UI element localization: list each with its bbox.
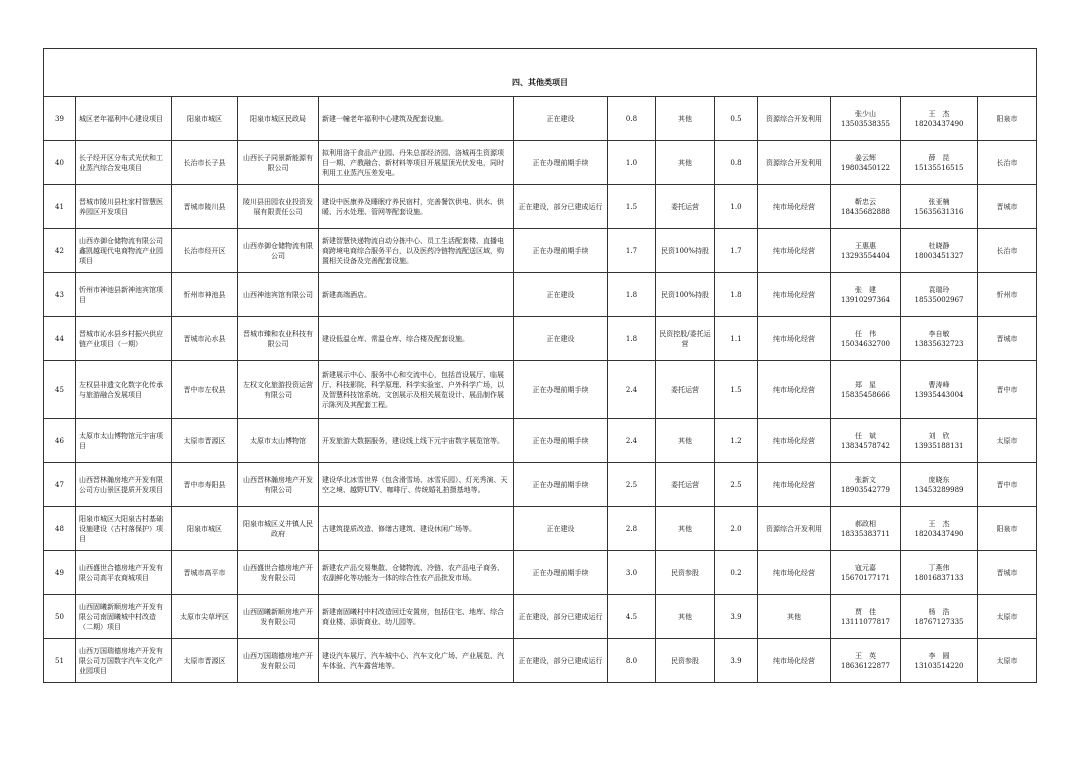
table-row	[44, 141, 1037, 185]
contact-name: 薛 昆	[928, 153, 950, 162]
city-contact	[901, 463, 978, 507]
private-investment: 1.2	[715, 419, 758, 463]
project-owner: 山西盛世合德房地产开发有限公司	[238, 551, 319, 595]
project-owner: 左权文化旅游投资运营有限公司	[238, 361, 319, 419]
project-content: 新建南固曦村中村改造回迁安置房，包括住宅、地库、综合商业楼、添街商业、幼儿园等。	[319, 595, 514, 639]
contact-phone: 18203437490	[914, 119, 964, 128]
contact-phone: 18435682888	[841, 207, 890, 216]
project-content: 新建高端酒店。	[319, 273, 514, 317]
table-row	[44, 361, 1037, 419]
project-content: 建设中医康养及睡眠疗养民宿村，完善餐饮供电、供水、供暖、污水处理、管网等配套设施。	[319, 185, 514, 229]
contact-phone: 13935443004	[914, 390, 964, 399]
project-owner: 陵川县田园农业投资发展有限责任公司	[238, 185, 319, 229]
cooperation-mode: 其他	[656, 141, 715, 185]
contact-name: 靳忠云	[855, 197, 876, 206]
city-name: 忻州市	[978, 273, 1037, 317]
contact-name: 曹涛峰	[928, 380, 950, 389]
project-type: 资源综合开发利用	[758, 97, 831, 141]
project-location: 太原市晋源区	[172, 639, 238, 683]
row-number: 47	[44, 463, 76, 507]
owner-contact	[831, 639, 901, 683]
project-location: 阳泉市城区	[172, 97, 238, 141]
project-name: 忻州市神池县新神池宾馆项目	[76, 273, 172, 317]
project-name: 晋城市陵川县杜家村智慧医养园区开发项目	[76, 185, 172, 229]
project-progress: 正在建设	[514, 273, 608, 317]
city-name: 晋中市	[978, 361, 1037, 419]
city-name: 晋城市	[978, 551, 1037, 595]
private-investment: 1.7	[715, 229, 758, 273]
project-owner: 阳泉市城区民政局	[238, 97, 319, 141]
private-investment: 2.5	[715, 463, 758, 507]
project-type: 纯市场化经营	[758, 185, 831, 229]
project-name: 山西固曦新顺房地产开发有限公司南固曦城中村改造（二期）项目	[76, 595, 172, 639]
contact-phone: 13453289989	[914, 485, 964, 494]
contact-phone: 18903542779	[841, 485, 890, 494]
owner-contact	[831, 361, 901, 419]
project-name: 城区老年福利中心建设项目	[76, 97, 172, 141]
project-location: 长治市长子县	[172, 141, 238, 185]
contact-phone: 18335383711	[841, 529, 890, 538]
total-investment: 1.0	[608, 141, 656, 185]
contact-name: 王 杰	[928, 109, 950, 118]
project-location: 晋中市寿阳县	[172, 463, 238, 507]
project-progress: 正在办理前期手续	[514, 551, 608, 595]
contact-phone: 13834578742	[841, 441, 890, 450]
project-name: 左权县非遗文化数字化传承与旅游融合发展项目	[76, 361, 172, 419]
project-content: 古建筑提质改造、修缮古建筑、建设休闲广场等。	[319, 507, 514, 551]
project-owner: 晋城市臻和农业科技有限公司	[238, 317, 319, 361]
table-row	[44, 229, 1037, 273]
total-investment: 8.0	[608, 639, 656, 683]
contact-name: 庞晓东	[928, 475, 950, 484]
contact-name: 丁燕伟	[928, 563, 950, 572]
total-investment: 2.4	[608, 361, 656, 419]
private-investment: 0.2	[715, 551, 758, 595]
row-number: 40	[44, 141, 76, 185]
contact-phone: 15135516515	[914, 163, 964, 172]
project-table	[43, 48, 1037, 683]
project-owner: 阳泉市城区义井镇人民政府	[238, 507, 319, 551]
cooperation-mode: 其他	[656, 97, 715, 141]
private-investment: 1.0	[715, 185, 758, 229]
owner-contact	[831, 595, 901, 639]
cooperation-mode: 其他	[656, 419, 715, 463]
project-name: 太原市太山博物馆元宇宙项目	[76, 419, 172, 463]
private-investment: 3.9	[715, 639, 758, 683]
table-row	[44, 419, 1037, 463]
contact-phone: 18016837133	[914, 573, 964, 582]
project-progress: 正在建设	[514, 97, 608, 141]
total-investment: 2.8	[608, 507, 656, 551]
contact-name: 张亚楠	[928, 197, 950, 206]
city-name: 晋城市	[978, 317, 1037, 361]
contact-phone: 15034632700	[841, 339, 890, 348]
owner-contact	[831, 229, 901, 273]
contact-name: 杜晓静	[928, 241, 950, 250]
contact-phone: 18003451327	[914, 251, 964, 260]
table-row	[44, 317, 1037, 361]
city-contact	[901, 141, 978, 185]
contact-phone: 13111077817	[841, 617, 890, 626]
contact-name: 贾 佳	[855, 607, 876, 616]
project-location: 晋城市沁水县	[172, 317, 238, 361]
table-row	[44, 463, 1037, 507]
project-content: 开发旅游大数据服务，建设线上线下元宇宙数字展览馆等。	[319, 419, 514, 463]
project-progress: 正在建设，部分已建成运行	[514, 185, 608, 229]
row-number: 51	[44, 639, 76, 683]
contact-name: 袁瑞玲	[928, 285, 950, 294]
project-type: 资源综合开发利用	[758, 141, 831, 185]
city-contact	[901, 551, 978, 595]
cooperation-mode: 其他	[656, 507, 715, 551]
section-title: 四、其他类项目	[44, 67, 1037, 97]
contact-phone: 13835632723	[914, 339, 964, 348]
total-investment: 2.4	[608, 419, 656, 463]
contact-phone: 13910297364	[841, 295, 890, 304]
project-location: 太原市晋源区	[172, 419, 238, 463]
contact-phone: 18767127335	[914, 617, 964, 626]
project-type: 纯市场化经营	[758, 361, 831, 419]
table-row	[44, 595, 1037, 639]
project-location: 晋城市陵川县	[172, 185, 238, 229]
owner-contact	[831, 317, 901, 361]
total-investment: 1.7	[608, 229, 656, 273]
table-row	[44, 639, 1037, 683]
city-contact	[901, 419, 978, 463]
city-name: 晋中市	[978, 463, 1037, 507]
contact-name: 杨 浩	[928, 607, 950, 616]
city-contact	[901, 507, 978, 551]
table-row	[44, 551, 1037, 595]
contact-phone: 13503538355	[841, 119, 890, 128]
project-type: 纯市场化经营	[758, 463, 831, 507]
city-name: 长治市	[978, 141, 1037, 185]
contact-name: 郝政相	[855, 519, 876, 528]
cooperation-mode: 民资100%持股	[656, 229, 715, 273]
owner-contact	[831, 507, 901, 551]
project-type: 纯市场化经营	[758, 273, 831, 317]
project-type: 纯市场化经营	[758, 551, 831, 595]
cooperation-mode: 民资控股/委托运营	[656, 317, 715, 361]
contact-name: 寇元嘉	[855, 563, 876, 572]
private-investment: 0.8	[715, 141, 758, 185]
city-contact	[901, 361, 978, 419]
contact-name: 张新文	[855, 475, 876, 484]
total-investment: 4.5	[608, 595, 656, 639]
project-content: 新建展示中心、服务中心和交流中心，包括首设展厅、临展厅、科技影院、科学原理、科学实验室、户外科学广场，以及智慧科技馆系统、文创展示及相关展览设计、展品制作展示陈列及其配套工程。	[319, 361, 514, 419]
contact-phone: 18535002967	[914, 295, 964, 304]
contact-name: 李自敏	[928, 329, 950, 338]
cooperation-mode: 委托运营	[656, 185, 715, 229]
contact-name: 任 伟	[855, 329, 876, 338]
city-name: 太原市	[978, 419, 1037, 463]
contact-name: 任 斌	[855, 431, 876, 440]
cooperation-mode: 委托运营	[656, 463, 715, 507]
contact-name: 王 杰	[928, 519, 950, 528]
city-name: 太原市	[978, 595, 1037, 639]
project-owner: 山西神池宾馆有限公司	[238, 273, 319, 317]
project-progress: 正在办理前期手续	[514, 141, 608, 185]
total-investment: 1.8	[608, 273, 656, 317]
project-name: 山西晋林瀚房地产开发有限公司方山景区提质开发项目	[76, 463, 172, 507]
contact-name: 张少山	[855, 109, 876, 118]
project-name: 山西盛世合德房地产开发有限公司高平农商城项目	[76, 551, 172, 595]
city-contact	[901, 595, 978, 639]
project-progress: 正在办理前期手续	[514, 419, 608, 463]
cooperation-mode: 民资100%持股	[656, 273, 715, 317]
contact-name: 王惠惠	[855, 241, 876, 250]
contact-name: 李 圆	[928, 651, 950, 660]
project-progress: 正在办理前期手续	[514, 361, 608, 419]
project-content: 新建一幢老年福利中心建筑及配套设施。	[319, 97, 514, 141]
project-progress: 正在建设	[514, 317, 608, 361]
project-location: 忻州市神池县	[172, 273, 238, 317]
project-content: 新建农产品交易集散、仓储物流、冷链、农产品电子商务、农副鲜化等功能为一体的综合性农产品批发市场。	[319, 551, 514, 595]
contact-phone: 15635631316	[914, 207, 964, 216]
row-number: 43	[44, 273, 76, 317]
cooperation-mode: 其他	[656, 595, 715, 639]
total-investment: 0.8	[608, 97, 656, 141]
project-owner: 山西万国瑞德房地产开发有限公司	[238, 639, 319, 683]
city-contact	[901, 229, 978, 273]
row-number: 50	[44, 595, 76, 639]
project-type: 纯市场化经营	[758, 419, 831, 463]
contact-phone: 19803450122	[841, 163, 890, 172]
row-number: 41	[44, 185, 76, 229]
city-contact	[901, 97, 978, 141]
row-number: 45	[44, 361, 76, 419]
project-content: 建设汽车展厅、汽车城中心、汽车文化广场、产业展览、汽车体验、汽车露营地等。	[319, 639, 514, 683]
city-contact	[901, 273, 978, 317]
table-row	[44, 97, 1037, 141]
contact-phone: 15670177171	[841, 573, 890, 582]
city-name: 长治市	[978, 229, 1037, 273]
city-contact	[901, 639, 978, 683]
project-content: 新建智慧快递物流自动分拣中心、员工生活配套楼、直播电商跨境电商综合服务平台，以及医药冷链物流配送区域，购置相关设备及完善配套设施。	[319, 229, 514, 273]
project-progress: 正在办理前期手续	[514, 463, 608, 507]
project-progress: 正在建设，部分已建成运行	[514, 595, 608, 639]
cooperation-mode: 民资参股	[656, 639, 715, 683]
table-row	[44, 507, 1037, 551]
owner-contact	[831, 551, 901, 595]
total-investment: 1.8	[608, 317, 656, 361]
contact-phone: 13293554404	[841, 251, 890, 260]
project-type: 纯市场化经营	[758, 639, 831, 683]
private-investment: 2.0	[715, 507, 758, 551]
contact-phone: 15835458666	[841, 390, 890, 399]
project-name: 晋城市沁水县乡村振兴供应链产业项目（一期）	[76, 317, 172, 361]
project-type: 资源综合开发利用	[758, 507, 831, 551]
city-name: 晋城市	[978, 185, 1037, 229]
private-investment: 3.9	[715, 595, 758, 639]
project-content: 建设华北冰雪世界（包含滑雪场、冰雪乐园）、灯光秀演、天空之境、越野UTV、咖啡厅、传统婚礼拍摄基地等。	[319, 463, 514, 507]
project-type: 纯市场化经营	[758, 229, 831, 273]
contact-name: 姜云辉	[855, 153, 876, 162]
owner-contact	[831, 273, 901, 317]
project-table-sheet	[43, 48, 1036, 683]
contact-phone: 13103514220	[914, 661, 964, 670]
table-row	[44, 185, 1037, 229]
project-name: 长子经开区分布式光伏和工业蒸汽综合发电项目	[76, 141, 172, 185]
contact-phone: 13935188131	[914, 441, 964, 450]
contact-name: 郑 星	[855, 380, 876, 389]
contact-phone: 18636122877	[841, 661, 890, 670]
owner-contact	[831, 185, 901, 229]
project-content: 建设低温仓库、常温仓库、综合楼及配套设施。	[319, 317, 514, 361]
row-number: 46	[44, 419, 76, 463]
project-name: 山西赤御仓储物流有限公司鑫凯越现代电商物流产业园项目	[76, 229, 172, 273]
total-investment: 2.5	[608, 463, 656, 507]
city-name: 阳泉市	[978, 507, 1037, 551]
project-location: 晋中市左权县	[172, 361, 238, 419]
contact-phone: 18203437490	[914, 529, 964, 538]
row-number: 48	[44, 507, 76, 551]
city-contact	[901, 185, 978, 229]
private-investment: 1.8	[715, 273, 758, 317]
owner-contact	[831, 141, 901, 185]
project-owner: 山西长子同景新能源有限公司	[238, 141, 319, 185]
project-progress: 正在建设，部分已建成运行	[514, 639, 608, 683]
private-investment: 1.1	[715, 317, 758, 361]
project-location: 晋城市高平市	[172, 551, 238, 595]
private-investment: 0.5	[715, 97, 758, 141]
private-investment: 1.5	[715, 361, 758, 419]
project-owner: 山西固曦新顺房地产开发有限公司	[238, 595, 319, 639]
row-number: 44	[44, 317, 76, 361]
section-header-row	[44, 67, 1037, 97]
total-investment: 1.5	[608, 185, 656, 229]
city-name: 太原市	[978, 639, 1037, 683]
total-investment: 3.0	[608, 551, 656, 595]
project-owner: 山西晋林瀚房地产开发有限公司	[238, 463, 319, 507]
owner-contact	[831, 419, 901, 463]
contact-name: 张 建	[855, 285, 876, 294]
project-progress: 正在建设	[514, 507, 608, 551]
project-owner: 太原市太山博物馆	[238, 419, 319, 463]
row-number: 49	[44, 551, 76, 595]
project-location: 阳泉市城区	[172, 507, 238, 551]
contact-name: 王 英	[855, 651, 876, 660]
project-location: 长治市经开区	[172, 229, 238, 273]
city-contact	[901, 317, 978, 361]
contact-name: 刘 欣	[928, 431, 950, 440]
owner-contact	[831, 463, 901, 507]
project-name: 山西万国瑞德房地产开发有限公司万国数字汽车文化产业园项目	[76, 639, 172, 683]
project-name: 阳泉市城区大阳泉古村基础设施建设（古村落保护）项目	[76, 507, 172, 551]
cooperation-mode: 委托运营	[656, 361, 715, 419]
cooperation-mode: 民资参股	[656, 551, 715, 595]
row-number: 42	[44, 229, 76, 273]
project-owner: 山西赤御仓储物流有限公司	[238, 229, 319, 273]
table-top-blank-row	[44, 49, 1037, 68]
owner-contact	[831, 97, 901, 141]
row-number: 39	[44, 97, 76, 141]
city-name: 阳泉市	[978, 97, 1037, 141]
project-progress: 正在办理前期手续	[514, 229, 608, 273]
project-type: 纯市场化经营	[758, 317, 831, 361]
project-location: 太原市尖草坪区	[172, 595, 238, 639]
table-row	[44, 273, 1037, 317]
project-type: 其他	[758, 595, 831, 639]
project-content: 拟利用洛干食品产业园、丹朱总部经济园、洛城再生资源项目一期、产教融合、新材料等项目开展屋顶光伏发电，同时利用工业蒸汽压差发电。	[319, 141, 514, 185]
